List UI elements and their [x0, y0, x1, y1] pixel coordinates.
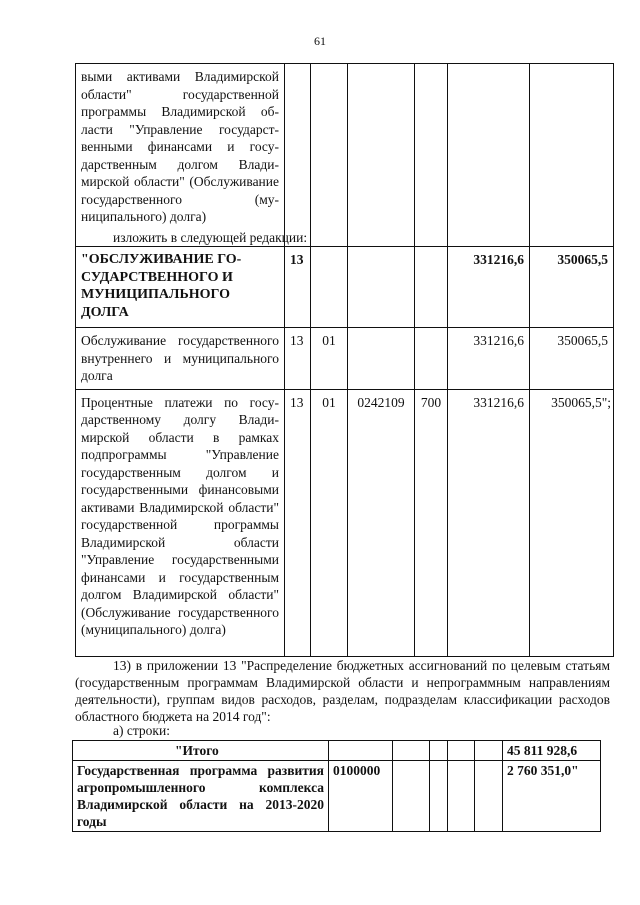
row-name: Процентные платежи по государственному долгу Владимирской области в рамках подпрограммы "Управление государственным долгом и государственными финансовыми активами Владимирской области" государственной программы Владимирской области "Управление государственными финансами и государственным долгом Владимирской области" (Обслуживание государственного (муниципального) долга) [76, 389, 285, 656]
cell-ved: 13 [285, 328, 311, 390]
row-name: Обслуживание государственного внутреннего и муниципального долга [76, 328, 285, 390]
table-rows [72, 740, 601, 832]
cell-sum-2: 350065,5 [530, 247, 614, 328]
cell-vr: 700 [415, 389, 448, 656]
intro-text: изложить в следующей редакции: [113, 230, 308, 245]
table-row [76, 389, 614, 656]
cell-vr [415, 247, 448, 328]
table-row [76, 247, 614, 328]
cell-csr [348, 247, 415, 328]
cell-rz: 01 [311, 328, 348, 390]
table-new-wording [75, 246, 614, 657]
cell-ved: 13 [285, 389, 311, 656]
table-row [73, 761, 601, 832]
cell-program-sum: 2 760 351,0" [503, 761, 601, 832]
row-name: выми активами Владимирской области" государственной программы Владимирской области "Управление государственными финансами и государственным долгом Владимирской области" (Обслуживание государственного (муниципального) долга) [76, 64, 285, 247]
table-row [76, 328, 614, 390]
cell-vr [415, 328, 448, 390]
row-name-program: Государственная программа развития агропромышленного комплекса Владимирской области на 2013-2020 годы [73, 761, 329, 832]
cell-total-sum: 45 811 928,6 [503, 741, 601, 761]
cell-csr: 0242109 [348, 389, 415, 656]
table-row [76, 64, 614, 247]
cell-sum-2: 350065,5"; [530, 389, 614, 656]
paragraph-13: 13) в приложении 13 "Распределение бюджетных ассигнований по целевым статьям (государственным программам Владимирской области и непрограммным направлениям деятельности), группам видов расходов, разделам, подразделам классификации расходов областного бюджета на 2014 год": [75, 658, 610, 724]
cell-ved: 13 [285, 247, 311, 328]
row-name: "ОБСЛУЖИВАНИЕ ГОСУДАРСТВЕННОГО И МУНИЦИПАЛЬНОГО ДОЛГА [76, 247, 285, 328]
cell-sum-1: 331216,6 [448, 247, 530, 328]
cell-sum-2: 350065,5 [530, 328, 614, 390]
cell-rz: 01 [311, 389, 348, 656]
cell-sum-1: 331216,6 [448, 328, 530, 390]
table-row [73, 741, 601, 761]
table-continuation [75, 63, 614, 247]
page-number: 61 [314, 34, 326, 48]
cell-csr [348, 328, 415, 390]
cell-program-code: 0100000 [329, 761, 393, 832]
row-name-total: "Итого [73, 741, 329, 761]
cell-sum-1: 331216,6 [448, 389, 530, 656]
cell-rz [311, 247, 348, 328]
sub-item-a: а) строки: [113, 723, 170, 738]
